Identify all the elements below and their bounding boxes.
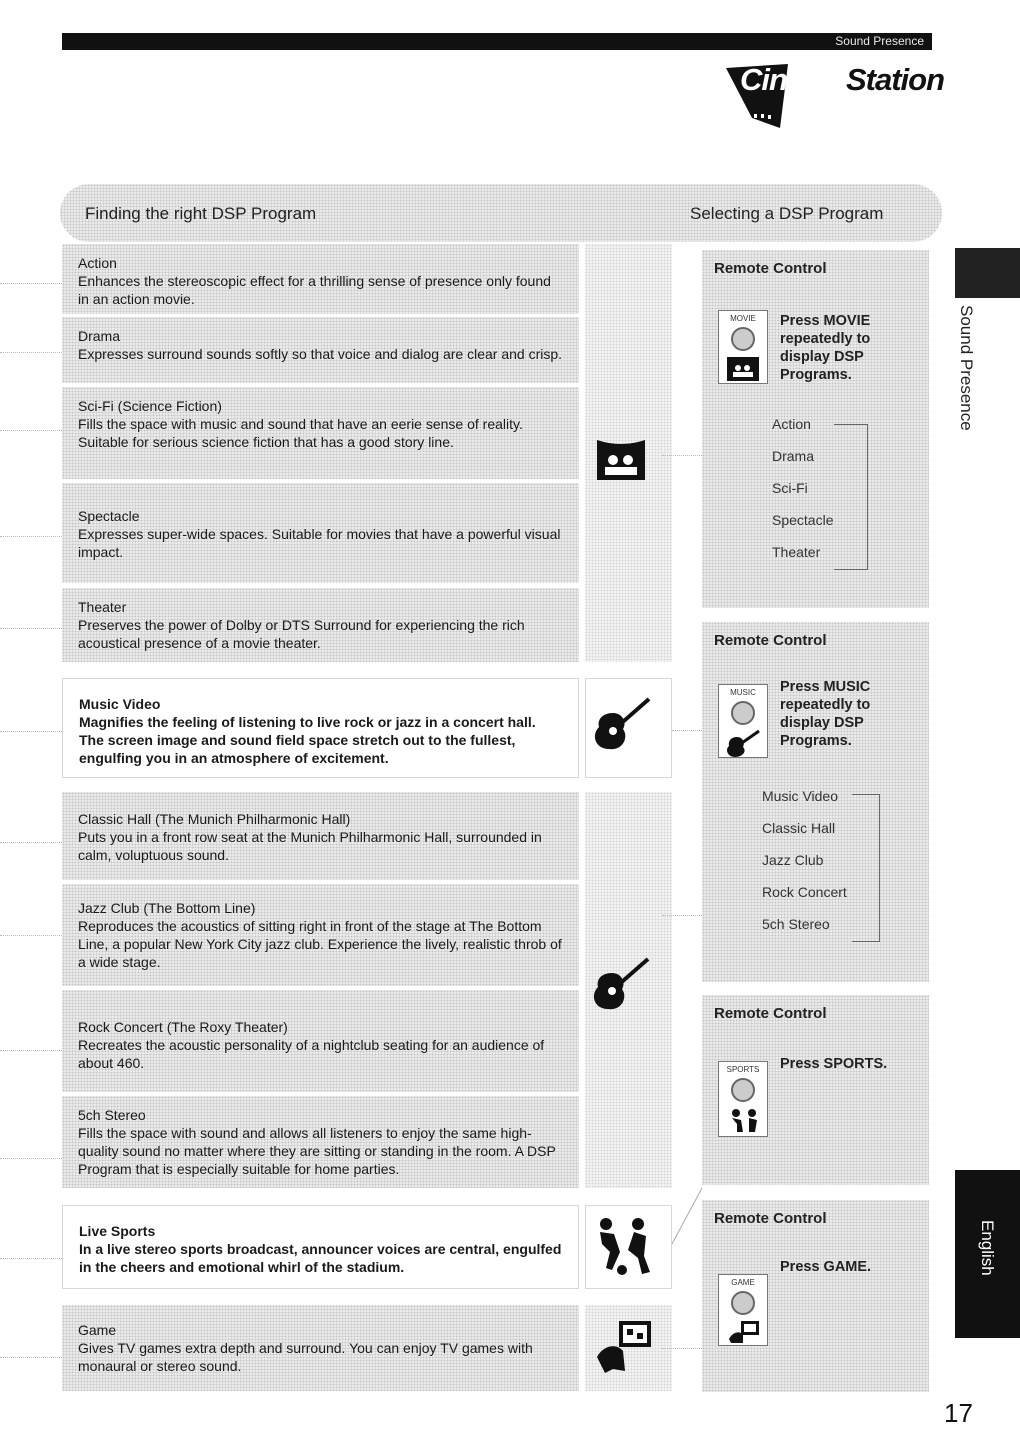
- movie-button[interactable]: [718, 310, 768, 384]
- flow-item: Theater: [772, 544, 821, 560]
- sports-icon: [729, 1108, 759, 1134]
- remote-movie-panel: [702, 250, 929, 608]
- program-5ch-stereo: [62, 1096, 579, 1188]
- movie-press-text: Press MOVIE repeatedly to display DSP Programs.: [780, 313, 871, 383]
- section-tab-marker: [955, 248, 1020, 298]
- banner-right: Selecting a DSP Program: [690, 204, 884, 223]
- music-button[interactable]: [718, 684, 768, 758]
- logo-station: Station: [845, 62, 945, 97]
- game-icon-column: [585, 1305, 672, 1391]
- program-title: Sci-Fi (Science Fiction): [78, 398, 222, 414]
- page-number: 17: [944, 1398, 973, 1428]
- sports-icon: [594, 1214, 654, 1280]
- flow-item: Sci-Fi: [772, 480, 808, 496]
- program-rock-concert: [62, 990, 579, 1092]
- program-title: Action: [78, 255, 117, 271]
- remote-title: Remote Control: [714, 260, 827, 277]
- flow-item: 5ch Stereo: [762, 916, 830, 932]
- side-vertical-label: Sound Presence: [957, 305, 976, 431]
- music-icon-column: [585, 792, 672, 1188]
- remote-game-panel: [702, 1200, 929, 1392]
- program-classic-hall: [62, 792, 579, 880]
- program-desc: Gives TV games extra depth and surround. You can enjoy TV games with monaural or stereo sound.: [78, 1340, 533, 1374]
- game-press-text: Press GAME.: [780, 1259, 872, 1275]
- button-label: GAME: [731, 1278, 755, 1287]
- remote-title: Remote Control: [714, 632, 827, 649]
- program-game: [62, 1305, 579, 1391]
- program-desc: Magnifies the feeling of listening to live rock or jazz in a concert hall. The screen image and sound field space stretch out to the fullest, engulfing you in an atmosphere of excitement.: [79, 714, 536, 766]
- program-desc: Fills the space with sound and allows all listeners to enjoy the same high-quality sound no matter where they are sitting or standing in the room. A DSP Program that is especially suitable for home parties.: [78, 1125, 556, 1177]
- program-title: Theater: [78, 599, 127, 615]
- section-label: Sound Presence: [835, 34, 924, 48]
- program-title: Rock Concert (The Roxy Theater): [78, 1019, 288, 1035]
- remote-title: Remote Control: [714, 1210, 827, 1227]
- program-desc-2: Suitable for serious science fiction that has a good story line.: [78, 434, 454, 450]
- flow-item: Spectacle: [772, 512, 834, 528]
- program-title: Music Video: [79, 696, 161, 712]
- remote-music-panel: [702, 622, 929, 982]
- header-bar: [62, 33, 932, 50]
- music-flow: [762, 780, 847, 940]
- flow-item: Jazz Club: [762, 852, 824, 868]
- movie-flow: [772, 408, 833, 568]
- logo-cinema: Cinema: [740, 62, 846, 97]
- program-desc: Expresses super-wide spaces. Suitable for movies that have a powerful visual impact.: [78, 526, 561, 560]
- program-desc: Reproduces the acoustics of sitting right in front of the stage at The Bottom Line, a popular New York City jazz club. Experience the lively, realistic throb of a wide stage.: [78, 918, 562, 970]
- remote-title: Remote Control: [714, 1005, 827, 1022]
- button-label: MOVIE: [730, 314, 756, 323]
- program-jazz-club: [62, 884, 579, 986]
- guitar-icon: [591, 695, 653, 755]
- section-banner: [60, 184, 942, 242]
- movie-icon: [727, 357, 759, 381]
- program-music-video: [62, 678, 579, 778]
- flow-item: Music Video: [762, 788, 839, 804]
- movie-icon-column: [585, 244, 672, 662]
- flow-item: Action: [772, 416, 811, 432]
- flow-item: Classic Hall: [762, 820, 836, 836]
- program-desc: Enhances the stereoscopic effect for a thrilling sense of presence only found in an action movie.: [78, 273, 551, 307]
- game-icon: [727, 1319, 761, 1343]
- program-scifi: [62, 387, 579, 479]
- music-press-text: Press MUSIC repeatedly to display DSP Programs.: [780, 679, 871, 749]
- program-desc: Preserves the power of Dolby or DTS Surround for experiencing the rich acoustical presence of a movie theater.: [78, 617, 525, 651]
- program-title: Game: [78, 1322, 117, 1338]
- game-button[interactable]: [718, 1274, 768, 1346]
- movie-icon: [595, 436, 647, 486]
- program-title: Live Sports: [79, 1223, 156, 1239]
- game-icon: [593, 1317, 657, 1377]
- program-desc: Puts you in a front row seat at the Munich Philharmonic Hall, surrounded in calm, voluptuous sound.: [78, 829, 542, 863]
- language-tab-label: English: [978, 1220, 997, 1276]
- program-desc: Expresses surround sounds softly so that voice and dialog are clear and crisp.: [78, 346, 563, 362]
- program-spectacle: [62, 483, 579, 583]
- program-title: 5ch Stereo: [78, 1107, 146, 1123]
- remote-sports-panel: [702, 995, 929, 1185]
- program-title: Jazz Club (The Bottom Line): [78, 900, 256, 916]
- program-action: [62, 244, 579, 314]
- guitar-icon: [725, 729, 761, 757]
- flow-item: Drama: [772, 448, 815, 464]
- sports-press-text: Press SPORTS.: [780, 1056, 888, 1072]
- button-label: MUSIC: [730, 688, 756, 697]
- program-drama: [62, 317, 579, 383]
- program-title: Classic Hall (The Munich Philharmonic Hall): [78, 811, 351, 827]
- guitar-icon: [590, 955, 652, 1015]
- language-tab: [955, 1170, 1020, 1338]
- program-desc: Fills the space with music and sound that have an eerie sense of reality.: [78, 416, 523, 432]
- sports-button[interactable]: [718, 1061, 768, 1137]
- flow-item: Rock Concert: [762, 884, 847, 900]
- program-title: Drama: [78, 328, 121, 344]
- program-live-sports: [62, 1205, 579, 1289]
- program-desc: In a live stereo sports broadcast, announcer voices are central, engulfed in the cheers and emotional whirl of the stadium.: [79, 1241, 562, 1275]
- program-theater: [62, 588, 579, 662]
- program-title: Spectacle: [78, 508, 140, 524]
- banner-left: Finding the right DSP Program: [85, 204, 317, 223]
- cinemastation-logo: [718, 58, 945, 128]
- program-desc: Recreates the acoustic personality of a nightclub seating for an audience of about 460.: [78, 1037, 545, 1071]
- button-label: SPORTS: [726, 1065, 760, 1074]
